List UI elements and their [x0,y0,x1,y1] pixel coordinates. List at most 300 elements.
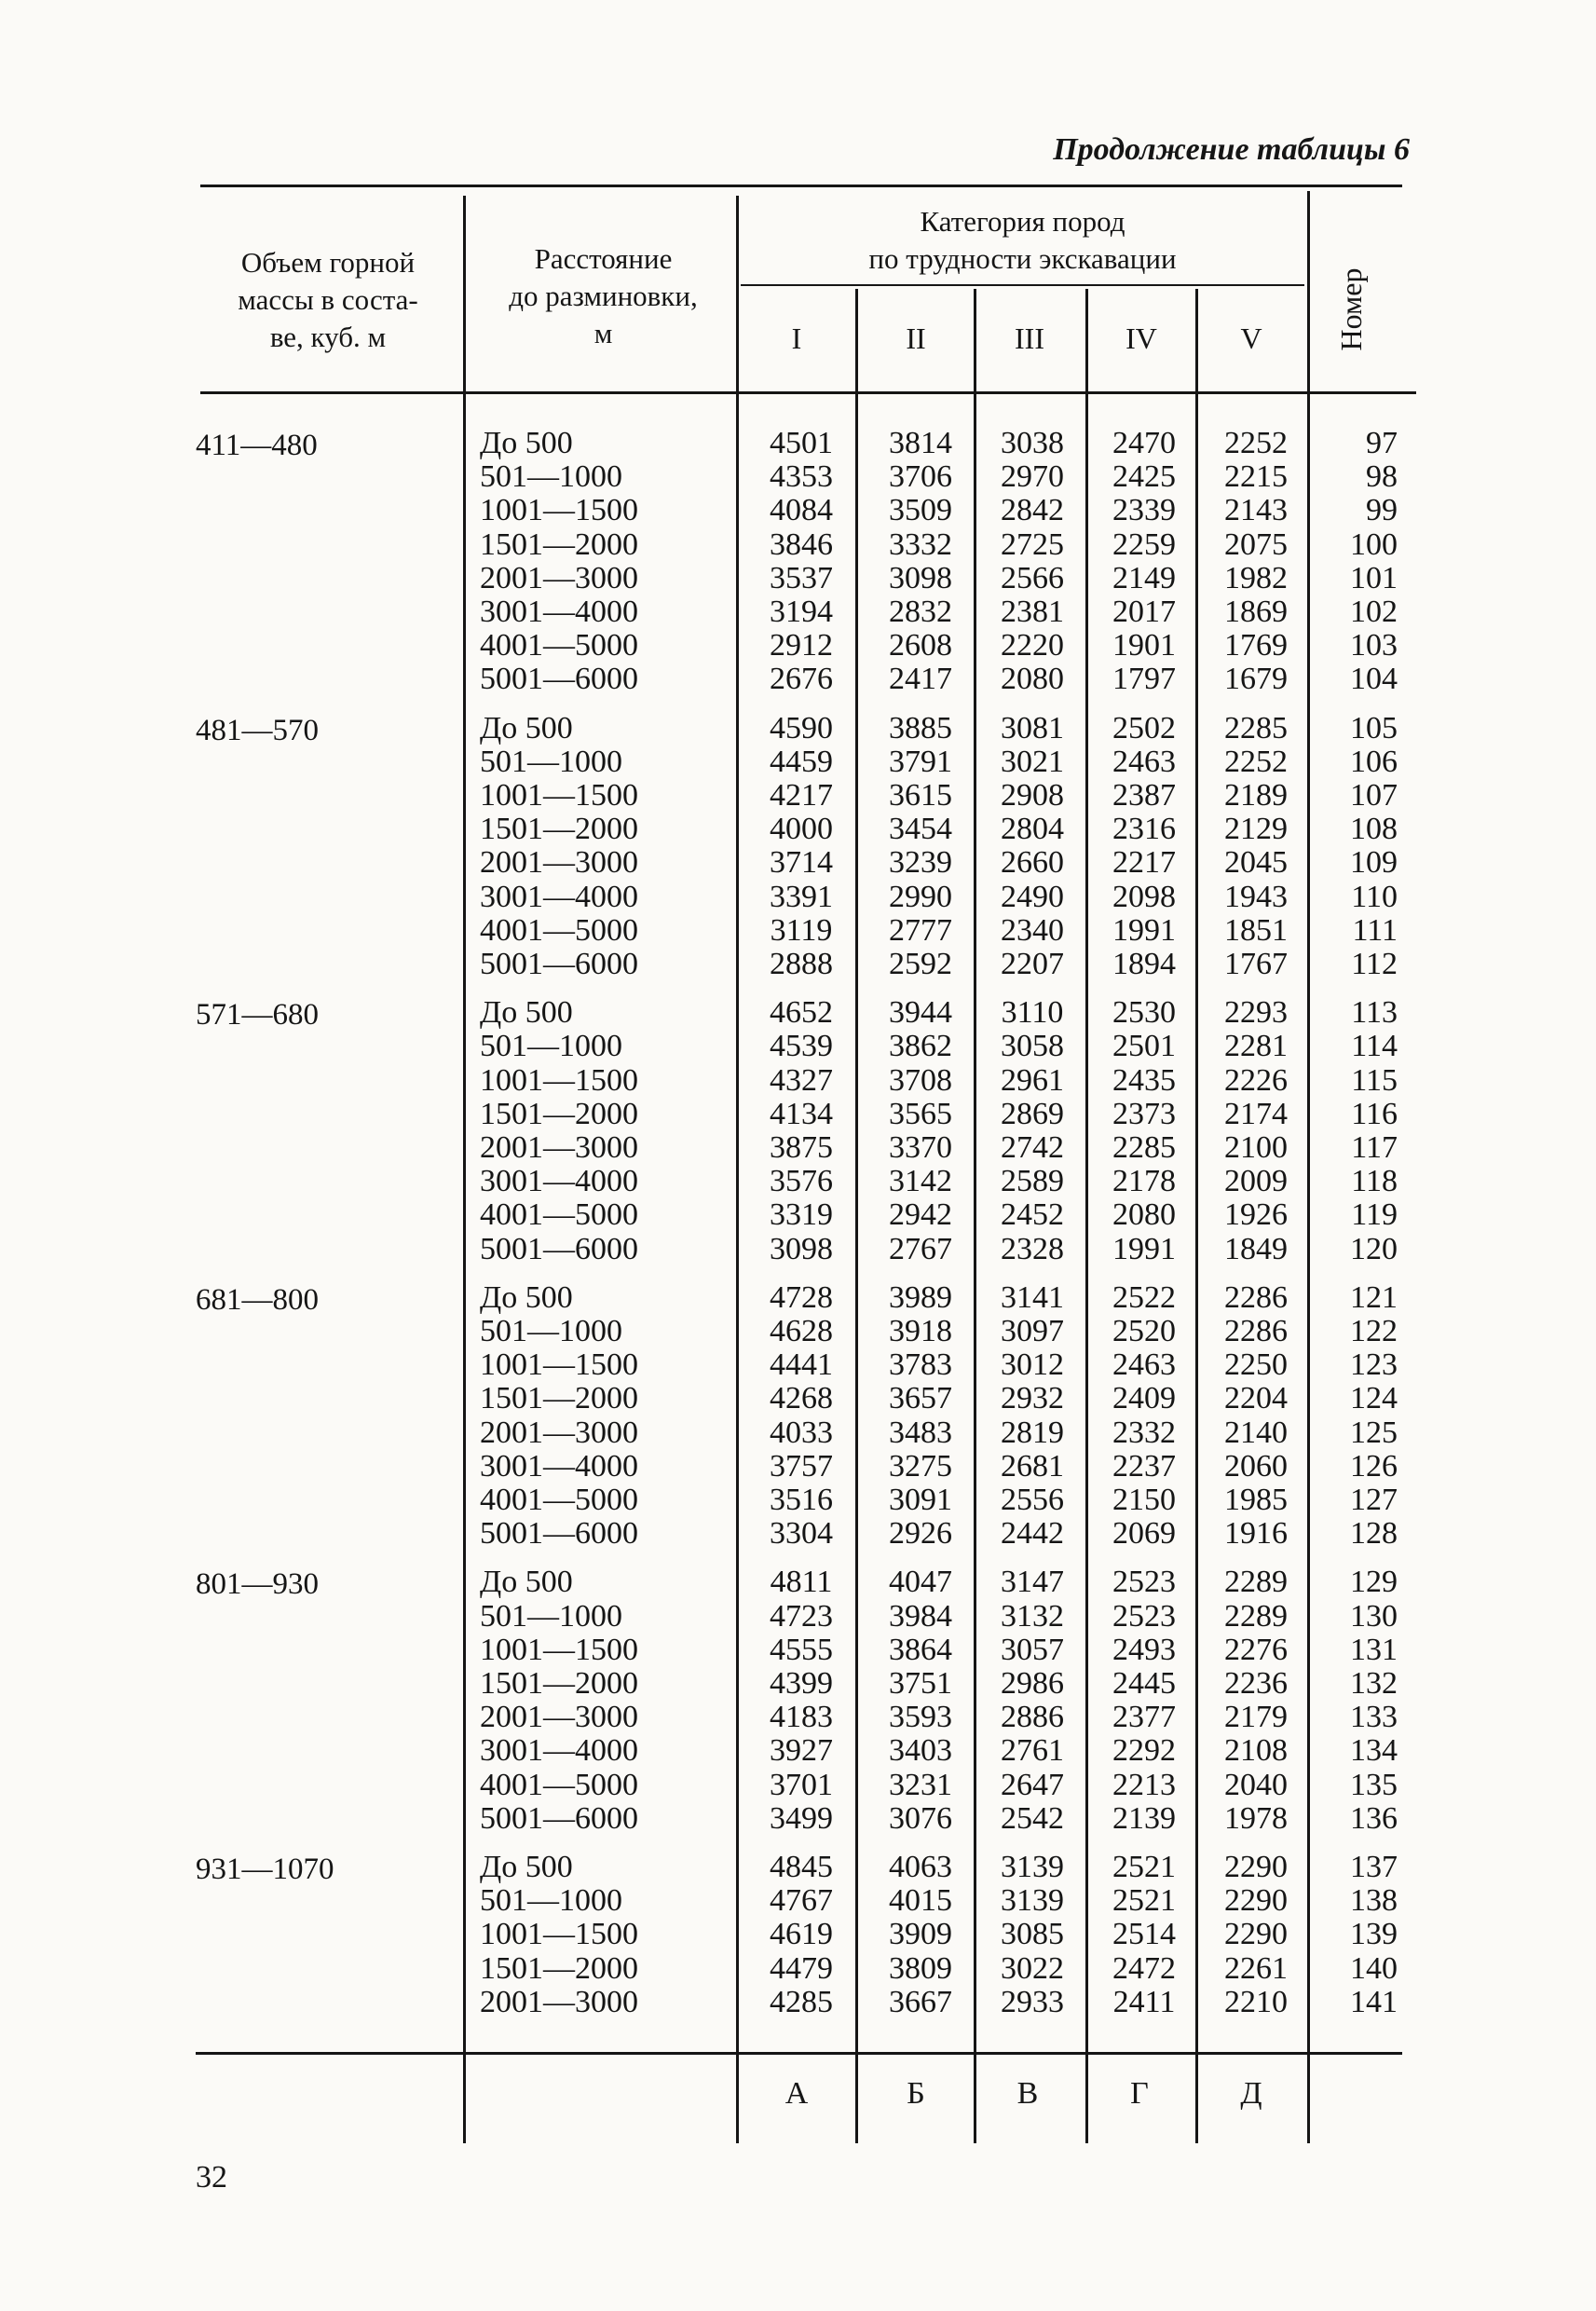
value-cell: 2445 [1112,1666,1176,1701]
value-cell: 3809 [889,1950,952,1986]
value-cell: 4459 [770,744,833,779]
table-row [0,1233,1596,1266]
value-cell: 3875 [770,1130,833,1165]
distance-cell: 3001—4000 [480,1733,638,1769]
value-cell: 1982 [1224,560,1288,595]
value-cell: 3239 [889,845,952,881]
value-cell: 3304 [770,1516,833,1552]
value-cell: 3657 [889,1381,952,1416]
value-cell: 4555 [770,1632,833,1667]
value-cell: 4063 [889,1850,952,1884]
value-cell: 3391 [770,879,833,914]
value-cell: 2556 [1001,1483,1064,1517]
value-cell: 2290 [1224,1850,1288,1884]
value-cell: 2926 [889,1516,952,1552]
table-row [0,1382,1596,1415]
table-row [0,1802,1596,1836]
row-number-cell: 106 [1350,744,1398,779]
value-cell: 1894 [1112,947,1176,981]
distance-cell: 1001—1500 [480,1347,638,1383]
footer-letter-v: В [1016,2076,1039,2111]
table-row [0,1484,1596,1517]
table-row [0,1281,1596,1315]
value-cell: 3909 [889,1917,952,1952]
category-rule [741,284,1304,286]
value-cell: 2080 [1112,1197,1176,1233]
value-cell: 4845 [770,1850,833,1884]
value-cell: 2501 [1112,1029,1176,1064]
distance-cell: 4001—5000 [480,1767,638,1802]
footer-letter-a: А [784,2076,809,2111]
table-row [0,846,1596,880]
distance-cell: 2001—3000 [480,845,638,881]
value-cell: 2435 [1112,1062,1176,1098]
value-cell: 2340 [1001,912,1064,948]
footer-letter-g: Г [1130,2076,1149,2111]
table-row [0,1734,1596,1768]
group-volume-label: 481—570 [196,713,319,747]
distance-cell: 5001—6000 [480,1516,638,1552]
distance-cell: 1001—1500 [480,1917,638,1952]
value-cell: 2220 [1001,628,1064,663]
value-cell: 2285 [1224,710,1288,745]
value-cell: 2252 [1224,426,1288,460]
row-number-cell: 104 [1350,662,1398,697]
distance-cell: 5001—6000 [480,1231,638,1266]
value-cell: 3147 [1001,1565,1064,1600]
table-row [0,1769,1596,1802]
roman-II: II [906,321,926,355]
distance-cell: 3001—4000 [480,879,638,914]
value-cell: 2832 [889,595,952,629]
value-cell: 2767 [889,1231,952,1266]
value-cell: 3022 [1001,1950,1064,1986]
value-cell: 2108 [1224,1733,1288,1769]
distance-cell: До 500 [480,995,573,1031]
distance-cell: 501—1000 [480,1029,622,1064]
row-number-cell: 122 [1350,1314,1398,1348]
row-number-cell: 126 [1350,1448,1398,1484]
value-cell: 2869 [1001,1096,1064,1131]
value-cell: 3403 [889,1733,952,1769]
value-cell: 1797 [1112,662,1176,697]
table-row [0,1315,1596,1348]
distance-cell: 3001—4000 [480,595,638,629]
row-number-cell: 138 [1350,1883,1398,1919]
value-cell: 2986 [1001,1666,1064,1701]
value-cell: 3537 [770,560,833,595]
table-row [0,1851,1596,1884]
top-rule [200,185,1402,187]
value-cell: 2286 [1224,1279,1288,1315]
distance-cell: 1001—1500 [480,1062,638,1098]
group-volume-label: 571—680 [196,998,319,1032]
value-cell: 2143 [1224,493,1288,528]
row-number-cell: 129 [1350,1565,1398,1600]
value-cell: 2608 [889,628,952,663]
distance-cell: 501—1000 [480,459,622,495]
value-cell: 4767 [770,1883,833,1919]
value-cell: 2328 [1001,1231,1064,1266]
table-row [0,779,1596,813]
value-cell: 4628 [770,1314,833,1348]
value-cell: 4652 [770,995,833,1031]
value-cell: 2566 [1001,560,1064,595]
value-cell: 4441 [770,1347,833,1383]
distance-cell: До 500 [480,1279,573,1315]
row-number-cell: 123 [1350,1347,1398,1383]
value-cell: 2129 [1224,812,1288,847]
value-cell: 2888 [770,947,833,981]
value-cell: 3918 [889,1314,952,1348]
table-row [0,881,1596,914]
value-cell: 3846 [770,526,833,562]
value-cell: 3332 [889,526,952,562]
value-cell: 3454 [889,812,952,847]
group-volume-label: 681—800 [196,1282,319,1317]
value-cell: 3483 [889,1415,952,1450]
value-cell: 3708 [889,1062,952,1098]
distance-cell: 3001—4000 [480,1164,638,1199]
group-volume-label: 931—1070 [196,1853,334,1886]
value-cell: 4084 [770,493,833,528]
value-cell: 4501 [770,426,833,460]
row-number-cell: 121 [1350,1279,1398,1315]
row-number-cell: 113 [1351,995,1398,1031]
value-cell: 2589 [1001,1164,1064,1199]
value-cell: 3499 [770,1800,833,1836]
group-volume-label: 411—480 [196,429,318,462]
value-cell: 2961 [1001,1062,1064,1098]
value-cell: 2100 [1224,1130,1288,1165]
value-cell: 2252 [1224,744,1288,779]
value-cell: 2276 [1224,1632,1288,1667]
table-row [0,1416,1596,1450]
value-cell: 3141 [1001,1279,1064,1315]
value-cell: 2660 [1001,845,1064,881]
value-cell: 3058 [1001,1029,1064,1064]
value-cell: 3509 [889,493,952,528]
value-cell: 2409 [1112,1381,1176,1416]
value-cell: 4217 [770,778,833,813]
value-cell: 2290 [1224,1883,1288,1919]
value-cell: 1769 [1224,628,1288,663]
value-cell: 2933 [1001,1984,1064,2019]
value-cell: 3989 [889,1279,952,1315]
value-cell: 2259 [1112,526,1176,562]
distance-cell: 1001—1500 [480,493,638,528]
value-cell: 2470 [1112,426,1176,460]
value-cell: 2332 [1112,1415,1176,1450]
value-cell: 3667 [889,1984,952,2019]
value-cell: 2521 [1112,1883,1176,1919]
value-cell: 3081 [1001,710,1064,745]
distance-cell: До 500 [480,1565,573,1600]
value-cell: 2777 [889,912,952,948]
value-cell: 2210 [1224,1984,1288,2019]
distance-cell: 4001—5000 [480,1197,638,1233]
value-cell: 2069 [1112,1516,1176,1552]
table-row [0,1600,1596,1634]
value-cell: 3791 [889,744,952,779]
table-row [0,914,1596,948]
value-cell: 2761 [1001,1733,1064,1769]
value-cell: 1679 [1224,662,1288,697]
value-cell: 2174 [1224,1096,1288,1131]
value-cell: 3814 [889,426,952,460]
distance-cell: 1501—2000 [480,1950,638,1986]
row-number-cell: 116 [1351,1096,1398,1131]
value-cell: 2189 [1224,778,1288,813]
value-cell: 3701 [770,1767,833,1802]
distance-cell: 1501—2000 [480,1666,638,1701]
value-cell: 2289 [1224,1565,1288,1600]
value-cell: 3142 [889,1164,952,1199]
value-cell: 2520 [1112,1314,1176,1348]
value-cell: 2886 [1001,1700,1064,1735]
row-number-cell: 111 [1352,912,1398,948]
value-cell: 2285 [1112,1130,1176,1165]
value-cell: 2060 [1224,1448,1288,1484]
category-header: Категория пород по трудности экскавации [868,205,1177,275]
value-cell: 4590 [770,710,833,745]
value-cell: 2140 [1224,1415,1288,1450]
row-number-cell: 134 [1350,1733,1398,1769]
value-cell: 4000 [770,812,833,847]
header-bottom-rule [200,391,1416,394]
table-row [0,948,1596,981]
footer-letter-d: Д [1240,2076,1262,2111]
row-number-cell: 139 [1350,1917,1398,1952]
value-cell: 4033 [770,1415,833,1450]
row-number-cell: 108 [1350,812,1398,847]
value-cell: 2250 [1224,1347,1288,1383]
distance-cell: 5001—6000 [480,662,638,697]
value-cell: 3038 [1001,426,1064,460]
value-cell: 4327 [770,1062,833,1098]
row-number-cell: 119 [1351,1197,1398,1233]
row-number-cell: 105 [1350,710,1398,745]
table-caption: Продолжение таблицы 6 [1053,132,1410,167]
row-number-cell: 125 [1350,1415,1398,1450]
value-cell: 1978 [1224,1800,1288,1836]
value-cell: 2523 [1112,1565,1176,1600]
value-cell: 2377 [1112,1700,1176,1735]
value-cell: 3085 [1001,1917,1064,1952]
value-cell: 2381 [1001,595,1064,629]
value-cell: 2179 [1224,1700,1288,1735]
roman-I: I [791,321,802,355]
table-bottom-rule [196,2052,1402,2055]
value-cell: 1849 [1224,1231,1288,1266]
value-cell: 2530 [1112,995,1176,1031]
value-cell: 2226 [1224,1062,1288,1098]
value-cell: 2463 [1112,1347,1176,1383]
value-cell: 3984 [889,1598,952,1634]
distance-cell: 1001—1500 [480,778,638,813]
table-row [0,494,1596,527]
number-header: Номер [1334,267,1368,351]
distance-cell: 4001—5000 [480,912,638,948]
table-row [0,1030,1596,1063]
value-cell: 3927 [770,1733,833,1769]
value-cell: 3110 [1001,995,1064,1031]
distance-cell: 4001—5000 [480,628,638,663]
roman-IV: IV [1125,321,1157,355]
distance-header: Расстояние до разминовки, м [509,242,698,349]
value-cell: 3319 [770,1197,833,1233]
table-row [0,1450,1596,1484]
row-number-cell: 131 [1350,1632,1398,1667]
value-cell: 3139 [1001,1850,1064,1884]
value-cell: 2040 [1224,1767,1288,1802]
value-cell: 2289 [1224,1598,1288,1634]
table-row [0,528,1596,562]
row-number-cell: 128 [1350,1516,1398,1552]
value-cell: 2425 [1112,459,1176,495]
value-cell: 4353 [770,459,833,495]
value-cell: 2281 [1224,1029,1288,1064]
row-number-cell: 109 [1350,845,1398,881]
value-cell: 2502 [1112,710,1176,745]
row-number-cell: 110 [1351,879,1398,914]
value-cell: 2417 [889,662,952,697]
value-cell: 2522 [1112,1279,1176,1315]
value-cell: 2819 [1001,1415,1064,1450]
value-cell: 2075 [1224,526,1288,562]
row-number-cell: 114 [1351,1029,1398,1064]
value-cell: 3615 [889,778,952,813]
table-row [0,1131,1596,1165]
distance-cell: 1501—2000 [480,526,638,562]
table-row [0,712,1596,745]
value-cell: 2452 [1001,1197,1064,1233]
distance-cell: 2001—3000 [480,1415,638,1450]
value-cell: 1916 [1224,1516,1288,1552]
row-number-cell: 137 [1350,1850,1398,1884]
table-row [0,745,1596,779]
value-cell: 2463 [1112,744,1176,779]
value-cell: 3864 [889,1632,952,1667]
value-cell: 1991 [1112,912,1176,948]
value-cell: 2316 [1112,812,1176,847]
value-cell: 3139 [1001,1883,1064,1919]
value-cell: 3593 [889,1700,952,1735]
page-number: 32 [196,2160,227,2195]
distance-cell: 1501—2000 [480,1381,638,1416]
value-cell: 3275 [889,1448,952,1484]
table-row [0,562,1596,595]
value-cell: 2098 [1112,879,1176,914]
value-cell: 1767 [1224,947,1288,981]
row-number-cell: 136 [1350,1800,1398,1836]
value-cell: 2292 [1112,1733,1176,1769]
value-cell: 2080 [1001,662,1064,697]
distance-cell: 501—1000 [480,1883,622,1919]
value-cell: 2017 [1112,595,1176,629]
row-number-cell: 102 [1350,595,1398,629]
value-cell: 2842 [1001,493,1064,528]
value-cell: 4811 [770,1565,833,1600]
value-cell: 3097 [1001,1314,1064,1348]
value-cell: 2472 [1112,1950,1176,1986]
distance-cell: 3001—4000 [480,1448,638,1484]
row-number-cell: 120 [1350,1231,1398,1266]
value-cell: 2676 [770,662,833,697]
value-cell: 2387 [1112,778,1176,813]
value-cell: 2411 [1112,1984,1176,2019]
distance-cell: 5001—6000 [480,1800,638,1836]
row-number-cell: 118 [1351,1164,1398,1199]
table-row [0,1348,1596,1382]
value-cell: 3751 [889,1666,952,1701]
value-cell: 3706 [889,459,952,495]
value-cell: 3091 [889,1483,952,1517]
table-row [0,595,1596,629]
row-number-cell: 127 [1350,1483,1398,1517]
value-cell: 3057 [1001,1632,1064,1667]
row-number-cell: 132 [1350,1666,1398,1701]
value-cell: 2286 [1224,1314,1288,1348]
value-cell: 3098 [770,1231,833,1266]
value-cell: 2293 [1224,995,1288,1031]
value-cell: 1943 [1224,879,1288,914]
row-number-cell: 100 [1350,526,1398,562]
value-cell: 4723 [770,1598,833,1634]
value-cell: 2178 [1112,1164,1176,1199]
value-cell: 3714 [770,845,833,881]
value-cell: 3098 [889,560,952,595]
distance-cell: 2001—3000 [480,1700,638,1735]
value-cell: 2542 [1001,1800,1064,1836]
distance-cell: До 500 [480,426,573,460]
value-cell: 2514 [1112,1917,1176,1952]
row-number-cell: 140 [1350,1950,1398,1986]
distance-cell: 1501—2000 [480,1096,638,1131]
value-cell: 4268 [770,1381,833,1416]
value-cell: 1901 [1112,628,1176,663]
value-cell: 2045 [1224,845,1288,881]
row-number-cell: 135 [1350,1767,1398,1802]
value-cell: 4285 [770,1984,833,2019]
table-row [0,813,1596,846]
distance-cell: 501—1000 [480,1314,622,1348]
row-number-cell: 115 [1351,1062,1398,1098]
value-cell: 1869 [1224,595,1288,629]
value-cell: 4539 [770,1029,833,1064]
value-cell: 2009 [1224,1164,1288,1199]
value-cell: 3576 [770,1164,833,1199]
roman-III: III [1015,321,1044,355]
value-cell: 3783 [889,1347,952,1383]
row-number-cell: 98 [1366,459,1398,495]
row-number-cell: 124 [1350,1381,1398,1416]
value-cell: 2290 [1224,1917,1288,1952]
value-cell: 2217 [1112,845,1176,881]
volume-header: Объем горной массы в соста- ве, куб. м [238,246,418,353]
distance-cell: 1001—1500 [480,1632,638,1667]
table-row [0,1701,1596,1734]
value-cell: 3231 [889,1767,952,1802]
value-cell: 3132 [1001,1598,1064,1634]
table-row [0,1918,1596,1951]
table-row [0,1952,1596,1986]
group-volume-label: 801—930 [196,1567,319,1602]
value-cell: 1926 [1224,1197,1288,1233]
table-row [0,1884,1596,1918]
value-cell: 3944 [889,995,952,1031]
value-cell: 2207 [1001,947,1064,981]
